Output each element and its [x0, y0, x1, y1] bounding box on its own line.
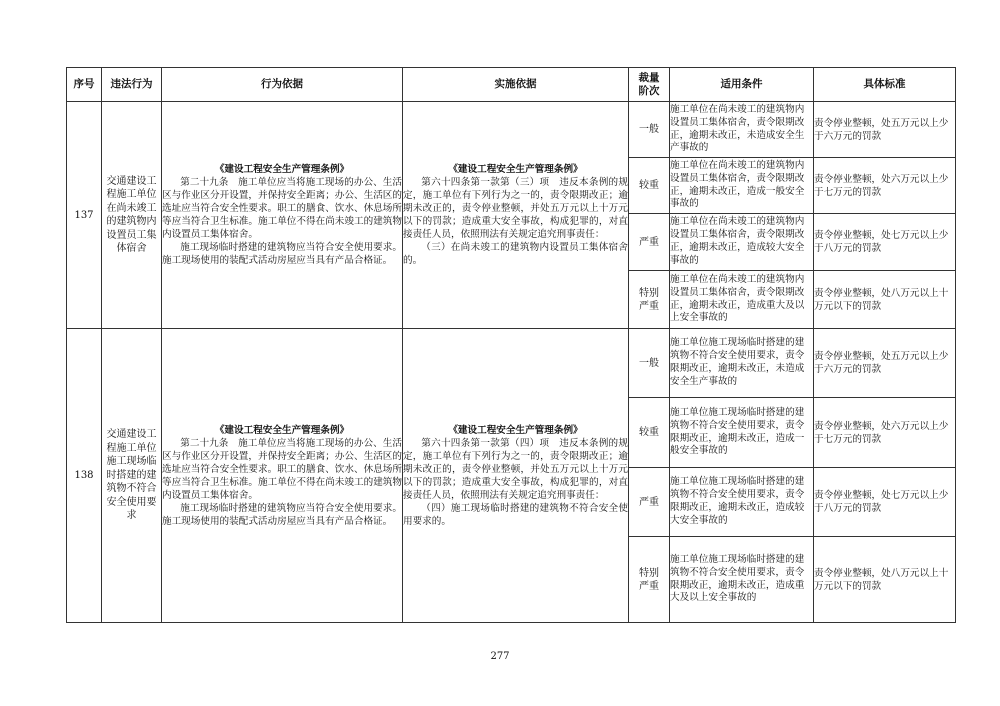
impl-paragraph: 第六十四条第一款第（三）项 违反本条例的规定，施工单位有下列行为之一的，责令限期改正；逾期未改正的，责令停业整顿，并处五万元以上十万元以下的罚款；造成重大安全事故，构成犯罪的，对直接责任人员，依照刑法有关规定追究刑事责任： [403, 177, 628, 240]
header-behavior: 违法行为 [102, 68, 162, 102]
header-num: 序号 [67, 68, 102, 102]
discretion-level [629, 271, 670, 329]
header-level: 裁量阶次 [629, 68, 670, 102]
table-row [67, 102, 956, 158]
specific-standard: 责令停业整顿，处五万元以上少于六万元的罚款 [814, 102, 956, 158]
applicable-condition: 施工单位在尚未竣工的建筑物内设置员工集体宿舍，责令限期改正，逾期未改正，造成较大安全事故的 [670, 214, 814, 271]
page-number: 277 [490, 651, 510, 662]
table-header-row [67, 68, 956, 102]
row-number: 137 [67, 102, 102, 329]
basis-paragraph: 第二十九条 施工单位应当将施工现场的办公、生活区与作业区分开设置，并保持安全距离；办公、生活区的选址应当符合安全性要求。职工的膳食、饮水、休息场所等应当符合卫生标准。施工单位不得在尚未竣工的建筑物内设置员工集体宿舍。 [162, 177, 402, 240]
discretion-level: 一般 [629, 102, 670, 158]
table-row [67, 329, 956, 398]
discretion-level: 较重 [629, 158, 670, 214]
violation-behavior: 交通建设工程施工单位施工现场临时搭建的建筑物不符合安全使用要求 [102, 329, 162, 623]
violation-behavior: 交通建设工程施工单位在尚未竣工的建筑物内设置员工集体宿舍 [102, 102, 162, 329]
applicable-condition: 施工单位施工现场临时搭建的建筑物不符合安全使用要求，责令限期改正，逾期未改正，造成一般安全事故的 [670, 398, 814, 468]
specific-standard: 责令停业整顿，处六万元以上少于七万元的罚款 [814, 158, 956, 214]
header-impl: 实施依据 [403, 68, 629, 102]
impl-law-title: 《建设工程安全生产管理条例》 [448, 424, 583, 436]
basis-law-title: 《建设工程安全生产管理条例》 [214, 164, 350, 175]
discretion-level: 较重 [629, 398, 670, 468]
basis-paragraph: 施工现场临时搭建的建筑物应当符合安全使用要求。施工现场使用的装配式活动房屋应当具有产品合格证。 [162, 502, 402, 527]
impl-paragraph: （四）施工现场临时搭建的建筑物不符合安全使用要求的。 [403, 502, 628, 527]
penalty-table [66, 67, 956, 623]
basis-paragraph: 施工现场临时搭建的建筑物应当符合安全使用要求。施工现场使用的装配式活动房屋应当具有产品合格证。 [162, 242, 402, 266]
row-number: 138 [67, 329, 102, 623]
implementation-basis [403, 102, 629, 329]
specific-standard: 责令停业整顿，处八万元以上十万元以下的罚款 [814, 537, 956, 623]
applicable-condition: 施工单位施工现场临时搭建的建筑物不符合安全使用要求，责令限期改正，逾期未改正，未造成安全生产事故的 [670, 329, 814, 398]
specific-standard: 责令停业整顿，处八万元以上十万元以下的罚款 [814, 271, 956, 329]
header-std: 具体标准 [814, 68, 956, 102]
discretion-level [629, 537, 670, 623]
discretion-level: 严重 [629, 468, 670, 537]
impl-paragraph: （三）在尚未竣工的建筑物内设置员工集体宿舍的。 [403, 242, 628, 266]
specific-standard: 责令停业整顿，处五万元以上少于六万元的罚款 [814, 329, 956, 398]
impl-paragraph: 第六十四条第一款第（四）项 违反本条例的规定，施工单位有下列行为之一的，责令限期改正；逾期未改正的，责令停业整顿，并处五万元以上十万元以下的罚款；造成重大安全事故，构成犯罪的，对直接责任人员，依照刑法有关规定追究刑事责任： [403, 437, 628, 501]
header-basis: 行为依据 [162, 68, 403, 102]
header-cond: 适用条件 [670, 68, 814, 102]
specific-standard: 责令停业整顿，处七万元以上少于八万元的罚款 [814, 214, 956, 271]
basis-law-title: 《建设工程安全生产管理条例》 [214, 424, 350, 436]
applicable-condition: 施工单位施工现场临时搭建的建筑物不符合安全使用要求，责令限期改正，逾期未改正，造成较大安全事故的 [670, 468, 814, 537]
specific-standard: 责令停业整顿，处六万元以上少于七万元的罚款 [814, 398, 956, 468]
applicable-condition: 施工单位在尚未竣工的建筑物内设置员工集体宿舍，责令限期改正，逾期未改正，未造成安全生产事故的 [670, 102, 814, 158]
level-label: 特别严重 [639, 567, 659, 592]
basis-paragraph: 第二十九条 施工单位应当将施工现场的办公、生活区与作业区分开设置，并保持安全距离；办公、生活区的选址应当符合安全性要求。职工的膳食、饮水、休息场所等应当符合卫生标准。施工单位不得在尚未竣工的建筑物内设置员工集体宿舍。 [162, 437, 402, 501]
specific-standard: 责令停业整顿，处七万元以上少于八万元的罚款 [814, 468, 956, 537]
applicable-condition: 施工单位在尚未竣工的建筑物内设置员工集体宿舍，责令限期改正，逾期未改正，造成一般安全事故的 [670, 158, 814, 214]
impl-law-title: 《建设工程安全生产管理条例》 [448, 164, 583, 175]
behavior-basis [162, 329, 403, 623]
behavior-basis [162, 102, 403, 329]
implementation-basis [403, 329, 629, 623]
applicable-condition: 施工单位在尚未竣工的建筑物内设置员工集体宿舍，责令限期改正，逾期未改正，造成重大及以上安全事故的 [670, 271, 814, 329]
discretion-level: 一般 [629, 329, 670, 398]
discretion-level: 严重 [629, 214, 670, 271]
level-label: 特别严重 [639, 287, 659, 312]
applicable-condition: 施工单位施工现场临时搭建的建筑物不符合安全使用要求，责令限期改正，逾期未改正，造成重大及以上安全事故的 [670, 537, 814, 623]
